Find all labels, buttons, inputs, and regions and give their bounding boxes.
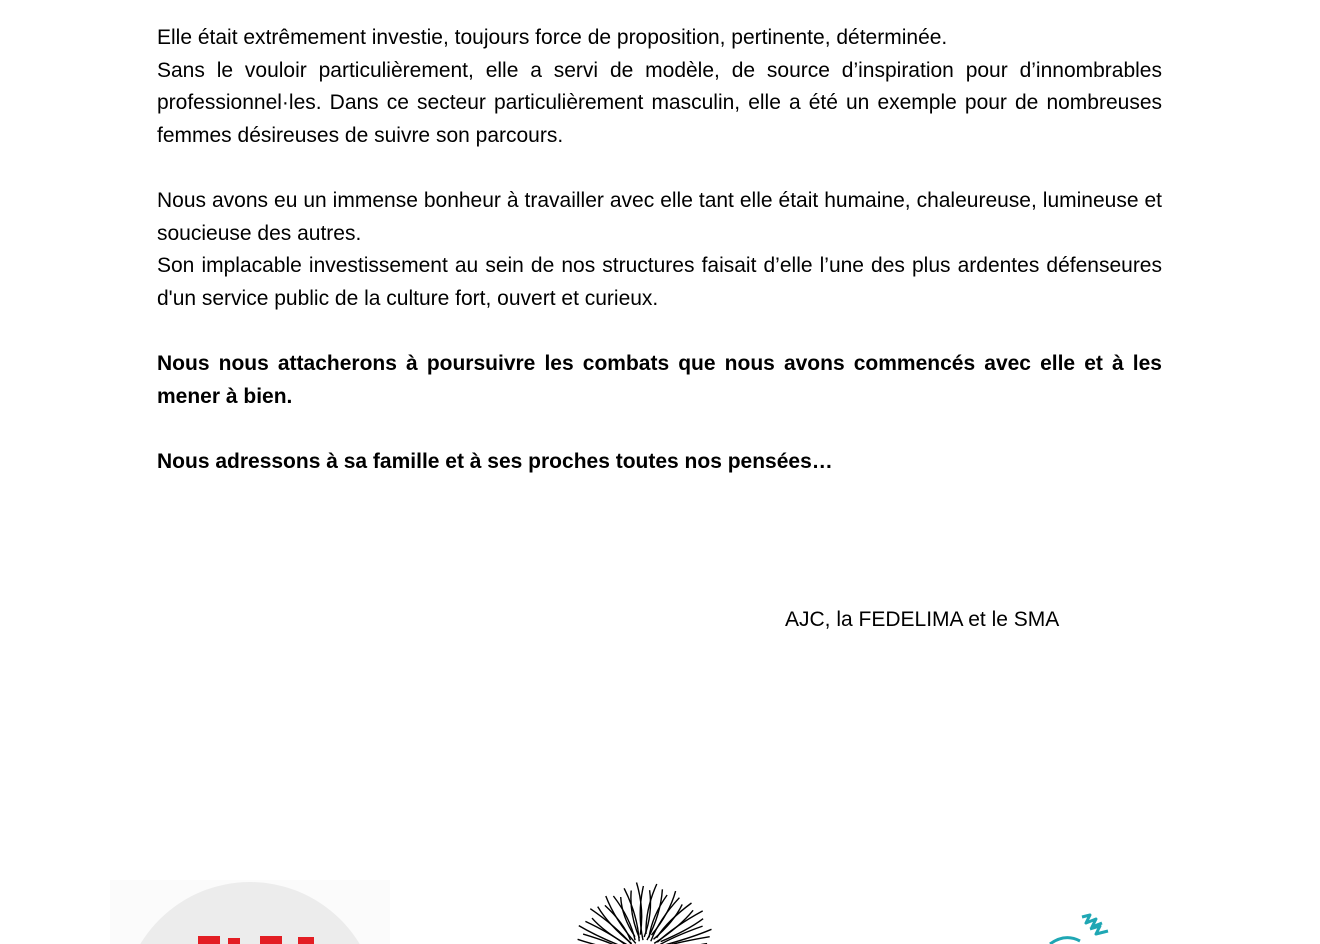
logo-fedelima-rays — [578, 883, 715, 944]
logo-ajc-fragment — [260, 936, 282, 944]
logo-ajc-fragment — [298, 937, 314, 944]
logo-ajc-fragment — [228, 938, 240, 944]
logo-sma-mark — [1050, 938, 1080, 944]
logo-ajc — [110, 880, 390, 944]
paragraph-2-line-1: Nous avons eu un immense bonheur à travailler avec elle tant elle était humaine, chaleureuse, lumineuse et soucieuse des autres. — [157, 188, 1162, 245]
logo-ajc-fragment — [198, 936, 220, 944]
paragraph-1-line-1: Elle était extrêmement investie, toujours force de proposition, pertinente, déterminée. — [157, 26, 948, 49]
logo-sma — [1020, 905, 1150, 944]
paragraph-4-bold: Nous adressons à sa famille et à ses proches toutes nos pensées… — [157, 449, 833, 473]
paragraph-gap — [157, 315, 1162, 348]
logo-fedelima — [570, 876, 720, 944]
paragraph-gap — [157, 413, 1162, 446]
paragraph-3-bold: Nous nous attacherons à poursuivre les combats que nous avons commencés avec elle et à les mener à bien. — [157, 351, 1162, 408]
paragraph-1-line-2: Sans le vouloir particulièrement, elle a servi de modèle, de source d’inspiration pour d’innombrables professionnel·les. Dans ce secteur particulièrement masculin, elle a été un exemple pour de nombreuses femmes désireuses de suivre son parcours. — [157, 58, 1162, 147]
letter-body — [157, 22, 1162, 478]
signature: AJC, la FEDELIMA et le SMA — [785, 608, 1060, 631]
paragraph-2-line-2: Son implacable investissement au sein de nos structures faisait d’elle l’une des plus ardentes défenseures d'un service public de la culture fort, ouvert et curieux. — [157, 254, 1162, 310]
paragraph-gap — [157, 152, 1162, 185]
lightning-icon — [1090, 926, 1108, 934]
